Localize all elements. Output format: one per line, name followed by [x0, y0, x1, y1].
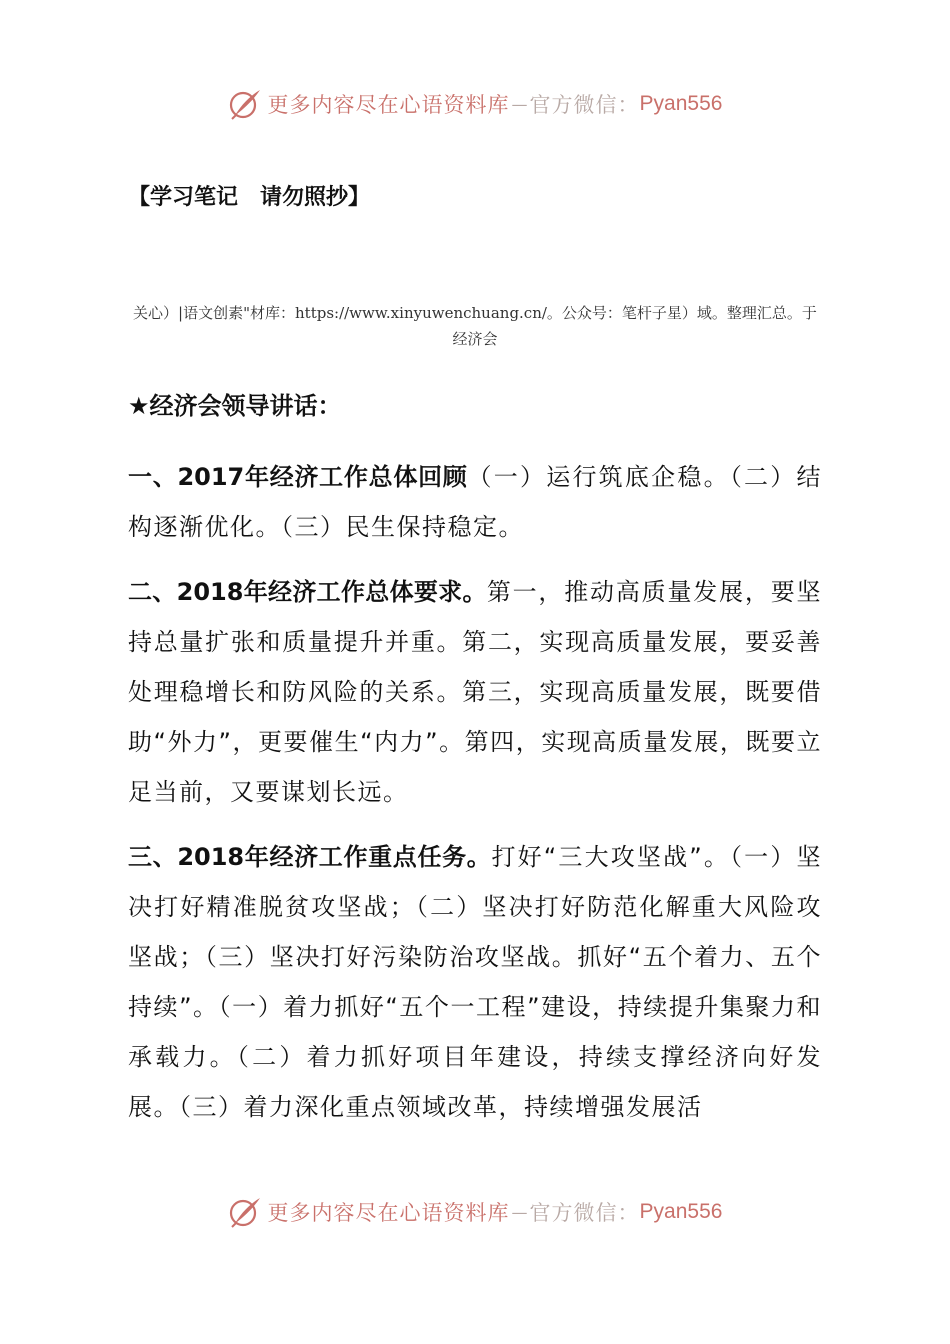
- footer-banner: [0, 1192, 950, 1232]
- banner-slogan: 更多内容尽在心语资料库: [267, 93, 510, 117]
- section-heading: 一、2017年经济工作总体回顾: [128, 463, 468, 491]
- banner-wechat-label: 官方微信：: [529, 93, 640, 117]
- feather-pen-logo-icon: [228, 1195, 262, 1229]
- study-note-label: 【学习笔记 请勿照抄】: [128, 185, 371, 210]
- section-body: 打好“三大攻坚战”。（一）坚决打好精准脱贫攻坚战；（二）坚决打好防范化解重大风险攻坚战；（三）坚决打好污染防治攻坚战。抓好“五个着力、五个持续”。（一）着力抓好“五个一工程”建设，持续提升集聚力和承载力。（二）着力抓好项目年建设，持续支撑经济向好发展。（三）着力深化重点领域改革，持续增强发展活: [128, 843, 822, 1121]
- source-line: 关心）|语文创素"材库：https://www.xinyuwenchuang.cn/。公众号：笔杆子星）域。整理汇总。于经济会: [133, 304, 817, 348]
- banner-wechat-label: 官方微信：: [529, 1201, 640, 1225]
- banner-wechat-id: Pyan556: [639, 92, 723, 115]
- section-key-tasks: [128, 832, 822, 1132]
- feather-pen-logo-icon: [228, 87, 262, 121]
- section-heading: 三、2018年经济工作重点任务。: [128, 843, 492, 871]
- header-banner: [0, 84, 950, 124]
- section-body: 第一，推动高质量发展，要坚持总量扩张和质量提升并重。第二，实现高质量发展，要妥善处理稳增长和防风险的关系。第三，实现高质量发展，既要借助“外力”，更要催生“内力”。第四，实现高质量发展，既要立足当前，又要谋划长远。: [128, 578, 823, 806]
- section-body: （一）运行筑底企稳。（二）结构逐渐优化。（三）民生保持稳定。: [128, 463, 823, 541]
- section-review: [128, 452, 822, 552]
- leader-speech-heading: ★经济会领导讲话：: [128, 392, 342, 420]
- banner-dash: —: [511, 1202, 528, 1222]
- section-requirements: [128, 567, 822, 817]
- banner-dash: —: [511, 94, 528, 114]
- section-heading: 二、2018年经济工作总体要求。: [128, 578, 487, 606]
- banner-slogan: 更多内容尽在心语资料库: [267, 1201, 510, 1225]
- banner-wechat-id: Pyan556: [639, 1200, 723, 1223]
